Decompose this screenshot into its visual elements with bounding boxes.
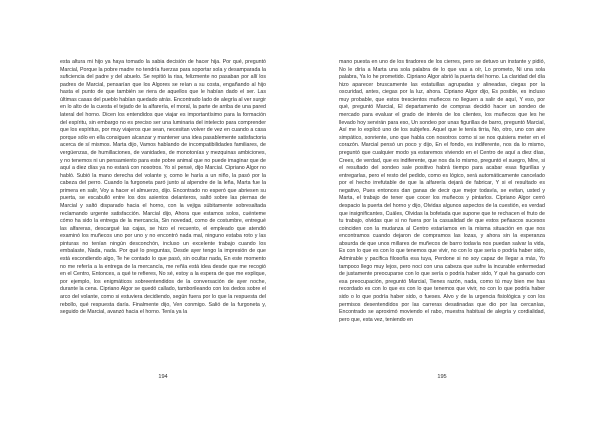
right-page-text: mano puesta en uno de los tiradores de los cierres, pero se detuvo un instante y pidió, No le diría a Marta una sola palabra de lo que vas a oír, Lo prometo, Ni una sola palabra, Ya lo he prometido. Cipriano Algor abrió la puerta del horno. La claridad del día hizo aparecer bruscamente las estatuillas agrupadas y alineadas, ciegas por la oscuridad, antes, ciegas por la luz, ahora. Cipriano Algor dijo, Es posible, es incluso muy probable, que estos trescientos muñecos no lleguen a salir de aquí, Y eso, por qué, preguntó Marcial, El departamento de compras decidió hacer un sondeo de mercado para evaluar el grado de interés de los clientes, los muñecos que les he llevado hoy servirán para eso, Un sondeo por unas figurillas de barro, preguntó Marcial, Así me lo explicó uno de los subjefes. Aquel que le tenía tirria, No, otro, uno con aire simpático, sonriente, uno que habla con nosotros como si se nos quisiera meter en el corazón. Marcial pensó un poco y dijo, En el fondo, es indiferente, nos da lo mismo, preguntó que cualquier modo ya estaremos viviendo en el Centro de aquí a diez días, Crees, de verdad, que es indiferente, que nos da lo mismo, preguntó el suegro, Mire, si el resultado del sondeo sale positivo habrá tiempo para acabar esas figurillas y entregarlas, pero el resto del pedido, como es lógico, será automáticamente cancelado por el hecho irrefutable de que la alfarería dejará de fabricar, Y si el resultado es negativo, Pues entonces dan ganas de decir que mejor todavía, se evitan, usted y Marta, el trabajo de tener que cocer los muñecos y pintarlos. Cipriano Algor cerró despacio la puerta del horno y dijo, Olvidas algunos aspectos de la cuestión, es verdad que insignificantes, Cuáles, Olvidas la bofetada que supone que te rechacen el fruto de tu trabajo, olvidas que si no fuera por la casualidad de que estos peñascos sucesos coinciden con la mudanza al Centro estaríamos en la misma situación en que nos encontramos cuando dejaron de compramos las lozas, y ahora sin la esperanza absurda de que unos millares de muñecos de barro todavía nos puedan salvar la vida, Es con lo que es con lo que tenemos que vivir, no con lo que sería o podría haber sido, Admirable y pacífica filosofía esa tuya, Perdone si no soy capaz de llegar a más, Yo tampoco llego muy lejos, pero noci con una cabeza que sufre la incurable enfermedad de justamente preocuparse con lo que sería o podría haber sido, Y qué ha ganado con esa preocupación, preguntó Marcial, Tienes razón, nada, como tú muy bien me has recordado es con lo que es con lo que tenemos que vivir, no con lo que podría haber sido o lo que podría haber sido, o fueses. Alvo y de la urgencia fisiológica y con los permisos desentendidos por las carreras desatinadas que dio por las cercanías, Encontrado se aproximó moviendo el rabo, muestra habitual de alegría y cordialidad, pero que, esta vez, teniendo en (339, 59, 545, 323)
right-page (300, 0, 600, 424)
right-page-number: 195 (437, 374, 447, 380)
left-page-text: esta altura mi hijo ya haya tomado la sabia decisión de hacer hija. Por qué, preguntó Marcial, Porque la pobre madre no tendría fuerzas para soportar sola y desamparada la suficiencia del padre y del abuelo. Se repitió la risa, felizmente no pasaban por allí los padres de Marcial, pensarían que los Algores se reían a su costa, engañando al hijo hasta el punto de que también se riera de aquellos que le habían dado el ser. Las últimas casas del pueblo habían quedado atrás. Encontrado lado de alegría al ver surgir en lo alto de la cuesta el tejado de la alfarería, el moral, la parte de arriba de una pared lateral del horno. Dicen los entendidos que viajar es importantísimo para la formación del espíritu, sin embargo no es preciso ser una luminaria del intelecto para comprender que los espíritus, por muy viajeros que sean, necesitan volver de vez en cuando a casa porque sólo en ella consiguen alcanzar y mantener una idea pasablemente satisfactoria acerca de sí mismos. Marta dijo, Vamos hablando de incompatibilidades familiares, de vergüenzas, de humillaciones, de vanidades, de monotonías y mezquinas ambiciones, y no tenemos ni un pensamiento para este pobre animal que no puede imaginar que de aquí a diez días ya no estará con nosotros. Yo sí pensé, dijo Marcial. Cipriano Algor no habló. Subió la mano derecha del volante y, como le haría a un niño, la pasó por la cabeza del perro. Cuando la furgoneta paró junto al alpendre de la leña, Marta fue la primera en salir, Voy a hacer el almuerzo, dijo. Encontrado no esperó que abriesen su puerta, se escabulló entre los dos asientos delanteros, saltó sobre las piernas de Marcial y saltó disparado hacia el horno, con la vejiga súbitamente sobresaltada reclamando urgente satisfacción. Marcial dijo, Ahora que estamos solos, cuénteme cómo ha sido la entrega de la mercancía, Sin novedad, como de costumbre, entregué las alfareras, descargué las cajas, se hizo el recuento, el empleado que atendió examinó los muñecos uno por uno y no encontró nada mal, ninguno estaba roto y las pinturas no tenían ningún desconchón, incluso un excelente trabajo cuando los embalaste, Nada, nada. Por qué lo preguntas, Desde ayer tengo la impresión de que está escondiendo algo, Te he contado lo que pasó, sin ocultar nada, En este momento no me refería a la entrega de la mercancía, me reñía está idea desde que me recogió en el Centro, Entonces, a qué te refieres, No sé, estoy a la espera de que me explique, por ejemplo, los enigmáticos sobreentendidos de la conversación de ayer noche, durante la cena. Cipriano Algor se quedó callado, tamborileando con los dedos sobre el arco del volante, como si estuviera decidiendo, según fuera por lo que la respuesta del rebollo, qué respuesta daría. Finalmente dijo, Ven conmigo. Salió de la furgoneta y, seguido de Marcial, avanzó hacia el horno. Tenía ya la (60, 59, 266, 316)
left-page-number: 194 (158, 374, 168, 380)
